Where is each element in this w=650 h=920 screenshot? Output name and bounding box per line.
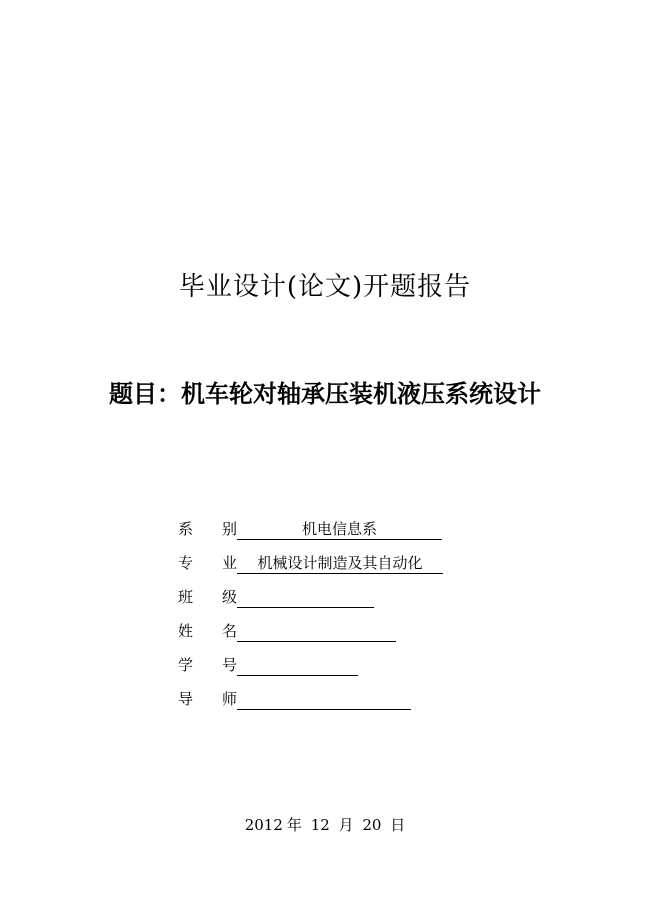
date-year-unit: 年 <box>286 816 302 834</box>
document-title: 毕业设计(论文)开题报告 <box>178 272 472 302</box>
field-label-char: 专 <box>178 554 194 572</box>
field-label-char: 导 <box>178 690 194 708</box>
field-label-char: 姓 <box>178 622 194 640</box>
field-label-char: 业 <box>222 554 238 572</box>
date-month: 12 <box>310 816 330 834</box>
field-label-char: 师 <box>222 690 238 708</box>
field-label-char: 名 <box>222 622 238 640</box>
field-label-char: 系 <box>178 520 194 538</box>
field-label-char: 班 <box>178 588 194 606</box>
major-value: 机械设计制造及其自动化 <box>237 552 443 574</box>
field-label-char: 学 <box>178 656 194 674</box>
department-value: 机电信息系 <box>237 518 442 540</box>
field-label-char: 级 <box>222 588 238 606</box>
student-id-value <box>237 654 358 676</box>
date-year: 2012 <box>244 816 283 834</box>
report-date <box>0 814 650 836</box>
date-day: 20 <box>362 816 382 834</box>
field-label-char: 号 <box>222 656 238 674</box>
thesis-subject: 题目：机车轮对轴承压装机液压系统设计 <box>109 379 541 408</box>
date-month-unit: 月 <box>338 816 354 834</box>
date-day-unit: 日 <box>390 816 406 834</box>
advisor-value <box>237 688 411 710</box>
class-value <box>237 586 374 608</box>
name-value <box>237 620 396 642</box>
field-label-char: 别 <box>222 520 238 538</box>
